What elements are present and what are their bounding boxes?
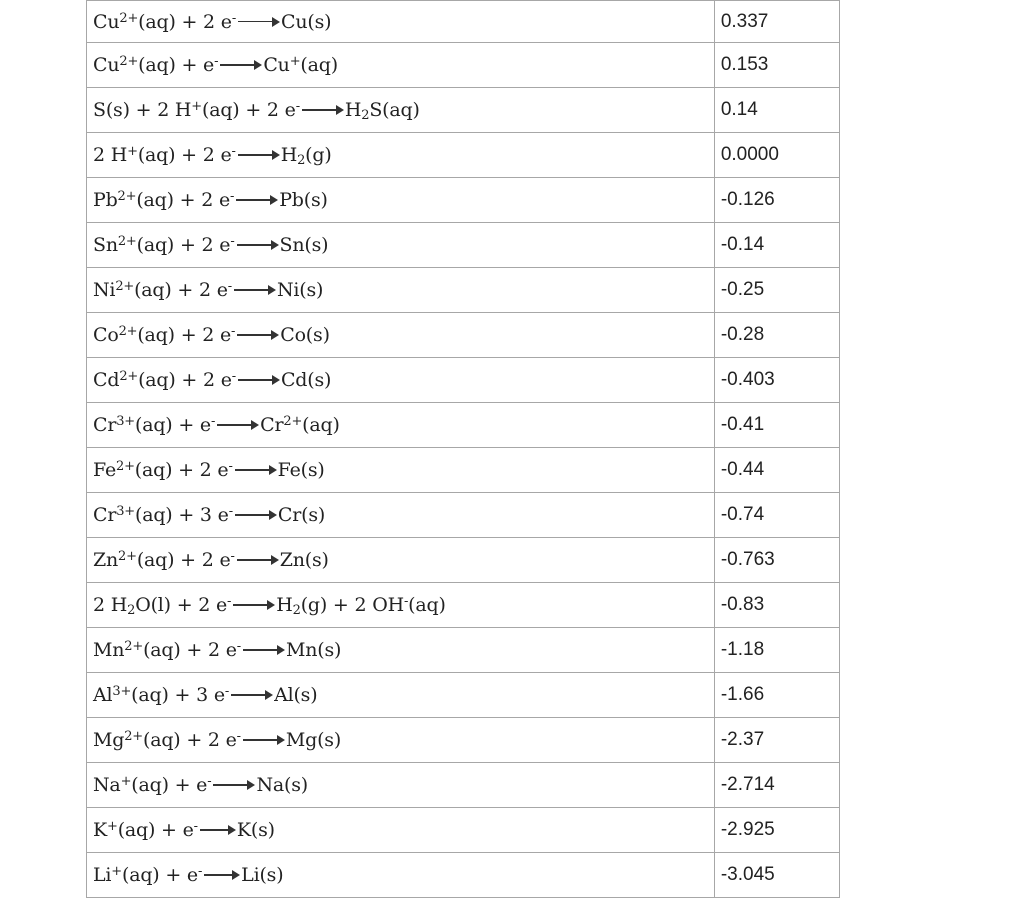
right-arrow-icon — [243, 645, 285, 655]
half-reaction: $Co^{2+}(aq) + 2$ e- Co(s) — [87, 313, 715, 358]
standard-potential: 0.337 — [714, 1, 839, 43]
right-arrow-icon — [238, 17, 280, 27]
standard-potential: -2.37 — [714, 718, 839, 763]
table-row — [87, 358, 840, 403]
half-reaction: $Cr^{3+}(aq) + e^-$ $Cr^{2+}(aq)$ — [87, 403, 715, 448]
right-arrow-icon — [302, 105, 344, 115]
table-row — [87, 538, 840, 583]
table-row — [87, 628, 840, 673]
reduction-potentials-table-wrap — [86, 0, 840, 898]
half-reaction: Na+(aq) + e- Na(s) — [87, 763, 715, 808]
standard-potential: 0.0000 — [714, 133, 839, 178]
standard-potential: -0.763 — [714, 538, 839, 583]
half-reaction: $Pb^{2+}(aq) + 2$ e- Pb(s) — [87, 178, 715, 223]
table-row — [87, 448, 840, 493]
standard-potential: -0.83 — [714, 583, 839, 628]
half-reaction: $Ni^{2+}(aq) + 2$ e- Ni(s) — [87, 268, 715, 313]
right-arrow-icon — [243, 735, 285, 745]
half-reaction: $Mn^{2+}(aq) + 2$ e- Mn(s) — [87, 628, 715, 673]
right-arrow-icon — [237, 240, 279, 250]
standard-potential: -0.28 — [714, 313, 839, 358]
table-row — [87, 268, 840, 313]
right-arrow-icon — [237, 330, 279, 340]
table-row — [87, 1, 840, 43]
half-reaction: $Cr^{3+}(aq) + 3$ e- Cr(s) — [87, 493, 715, 538]
half-reaction: $Zn^{2+}(aq) + 2$ e- Zn(s) — [87, 538, 715, 583]
right-arrow-icon — [236, 195, 278, 205]
right-arrow-icon — [200, 825, 236, 835]
table-row — [87, 88, 840, 133]
standard-potential: -2.714 — [714, 763, 839, 808]
standard-potential: -0.126 — [714, 178, 839, 223]
standard-potential: -0.44 — [714, 448, 839, 493]
table-row — [87, 673, 840, 718]
right-arrow-icon — [234, 285, 276, 295]
half-reaction: 2 H+(aq) + 2 e- $H_2(g)$ — [87, 133, 715, 178]
half-reaction: $Al^{3+}(aq) + 3$ e- Al(s) — [87, 673, 715, 718]
right-arrow-icon — [231, 690, 273, 700]
table-row — [87, 223, 840, 268]
standard-potential: -3.045 — [714, 853, 839, 898]
reduction-potentials-table — [86, 0, 840, 898]
table-row — [87, 43, 840, 88]
right-arrow-icon — [238, 375, 280, 385]
right-arrow-icon — [220, 60, 262, 70]
half-reaction: $Sn^{2+}(aq) + 2$ e- Sn(s) — [87, 223, 715, 268]
right-arrow-icon — [204, 870, 240, 880]
half-reaction: K+(aq) + e- K(s) — [87, 808, 715, 853]
table-row — [87, 493, 840, 538]
table-row — [87, 313, 840, 358]
right-arrow-icon — [235, 465, 277, 475]
right-arrow-icon — [238, 150, 280, 160]
table-row — [87, 133, 840, 178]
standard-potential: -1.66 — [714, 673, 839, 718]
standard-potential: -2.925 — [714, 808, 839, 853]
right-arrow-icon — [213, 780, 255, 790]
table-row — [87, 403, 840, 448]
table-row — [87, 718, 840, 763]
right-arrow-icon — [235, 510, 277, 520]
half-reaction: $Mg^{2+}(aq) + 2$ e- Mg(s) — [87, 718, 715, 763]
half-reaction: $Cu^{2+}(aq) + 2$ e- Cu(s) — [87, 1, 715, 43]
half-reaction: $Fe^{2+}(aq) + 2$ e- Fe(s) — [87, 448, 715, 493]
half-reaction: 2 $H_2O(l) + 2$ e- $H_2(g) + 2$ OH-(aq) — [87, 583, 715, 628]
table-row — [87, 763, 840, 808]
standard-potential: -0.74 — [714, 493, 839, 538]
right-arrow-icon — [233, 600, 275, 610]
half-reaction: $Cd^{2+}(aq) + 2$ e- Cd(s) — [87, 358, 715, 403]
half-reaction: Li+(aq) + e- Li(s) — [87, 853, 715, 898]
standard-potential: -0.41 — [714, 403, 839, 448]
table-row — [87, 808, 840, 853]
half-reaction: $Cu^{2+}(aq) + e^-$ Cu+(aq) — [87, 43, 715, 88]
standard-potential: 0.153 — [714, 43, 839, 88]
standard-potential: 0.14 — [714, 88, 839, 133]
half-reaction: S(s) + 2 H+(aq) + 2 e- $H_2S(aq)$ — [87, 88, 715, 133]
standard-potential: -1.18 — [714, 628, 839, 673]
table-row — [87, 583, 840, 628]
table-row — [87, 178, 840, 223]
standard-potential: -0.403 — [714, 358, 839, 403]
table-row — [87, 853, 840, 898]
standard-potential: -0.25 — [714, 268, 839, 313]
right-arrow-icon — [217, 420, 259, 430]
standard-potential: -0.14 — [714, 223, 839, 268]
right-arrow-icon — [237, 555, 279, 565]
